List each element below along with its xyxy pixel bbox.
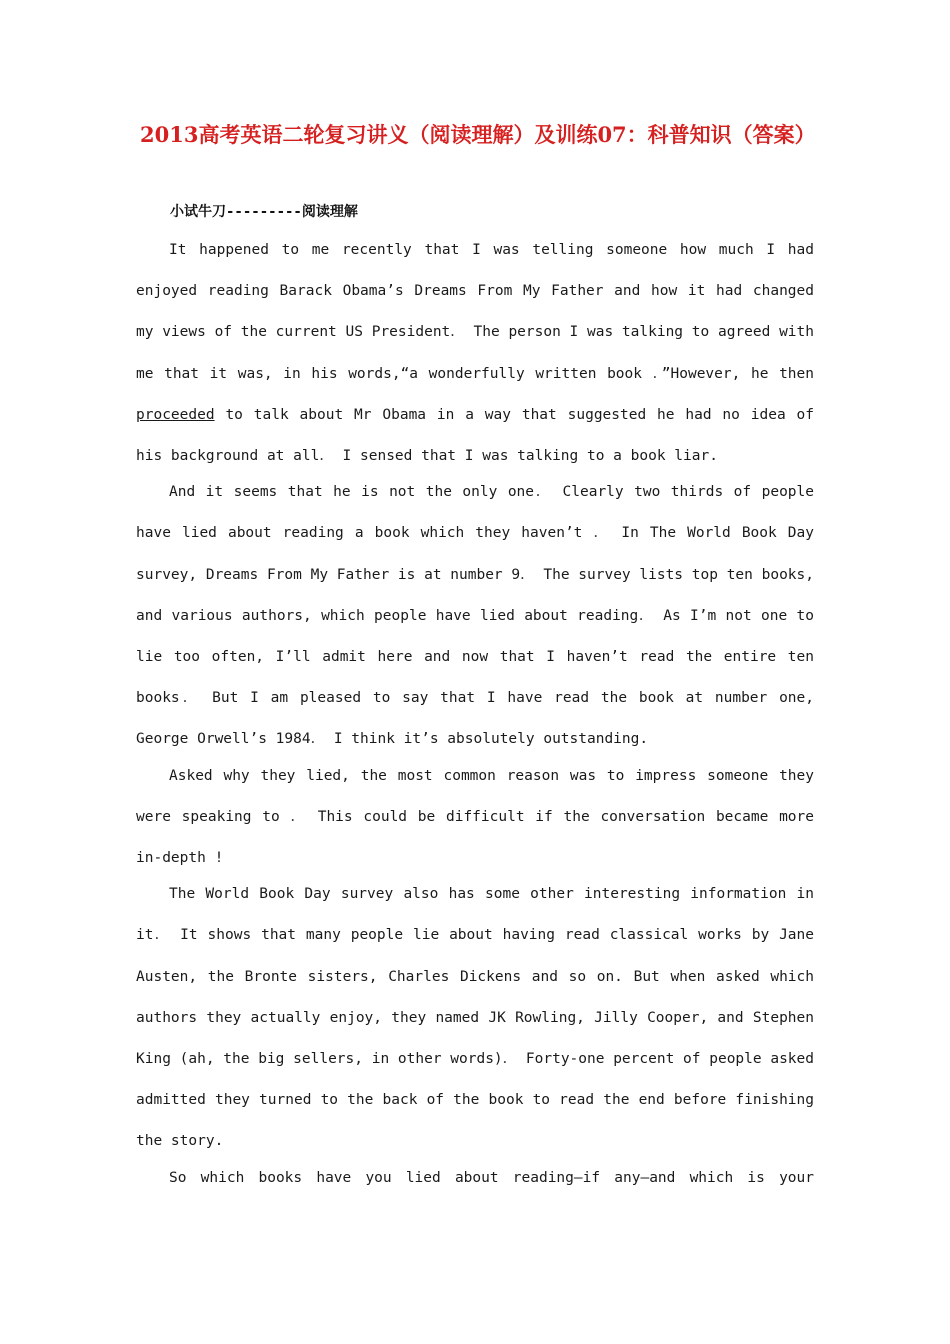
paragraph-1-text-start: It happened to me recently that I was telling someone how much I had enjoyed reading Barack Obama’s Dreams From My Father and how it had changed my views of the current US President． The person I was talking to agreed with me that it was, in his words,“a wonderfully written book ．”However, he then — [136, 242, 814, 382]
paragraph-1-text-end: to talk about Mr Obama in a way that suggested he had no idea of his background at all． I sensed that I was talking to a book liar. — [136, 406, 814, 465]
paragraph-3: Asked why they lied, the most common reason was to impress someone they were speaking to ． This could be difficult if the conversation became more in-depth ! — [136, 767, 814, 867]
underlined-word-proceeded: proceeded — [136, 406, 215, 423]
document-title: 2013高考英语二轮复习讲义（阅读理解）及训练07：科普知识（答案） — [140, 122, 816, 147]
article-body — [136, 230, 814, 1194]
paragraph-2: And it seems that he is not the only one． Clearly two thirds of people have lied about reading a book which they haven’t ． In The World Book Day survey, Dreams From My Father is at number 9． The survey lists top ten books, and various authors, which people have lied about reading． As I’m not one to lie too often, I’ll admit here and now that I haven’t read the entire ten books． But I am pleased to say that I have read the book at number one, George Orwell’s 1984． I think it’s absolutely outstanding. — [136, 484, 814, 748]
paragraph-1 — [136, 230, 814, 477]
section-heading: 小试牛刀---------阅读理解 — [170, 204, 358, 220]
paragraph-4: The World Book Day survey also has some other interesting information in it． It shows that many people lie about having read classical works by Jane Austen, the Bronte sisters, Charles Dickens and so on. But when asked which authors they actually enjoy, they named JK Rowling, Jilly Cooper, and Stephen King (ah, the big sellers, in other words)． Forty-one percent of people asked admitted they turned to the back of the book to read the end before finishing the story. — [136, 886, 814, 1150]
paragraph-5: So which books have you lied about reading—if any—and which is your — [169, 1169, 814, 1186]
